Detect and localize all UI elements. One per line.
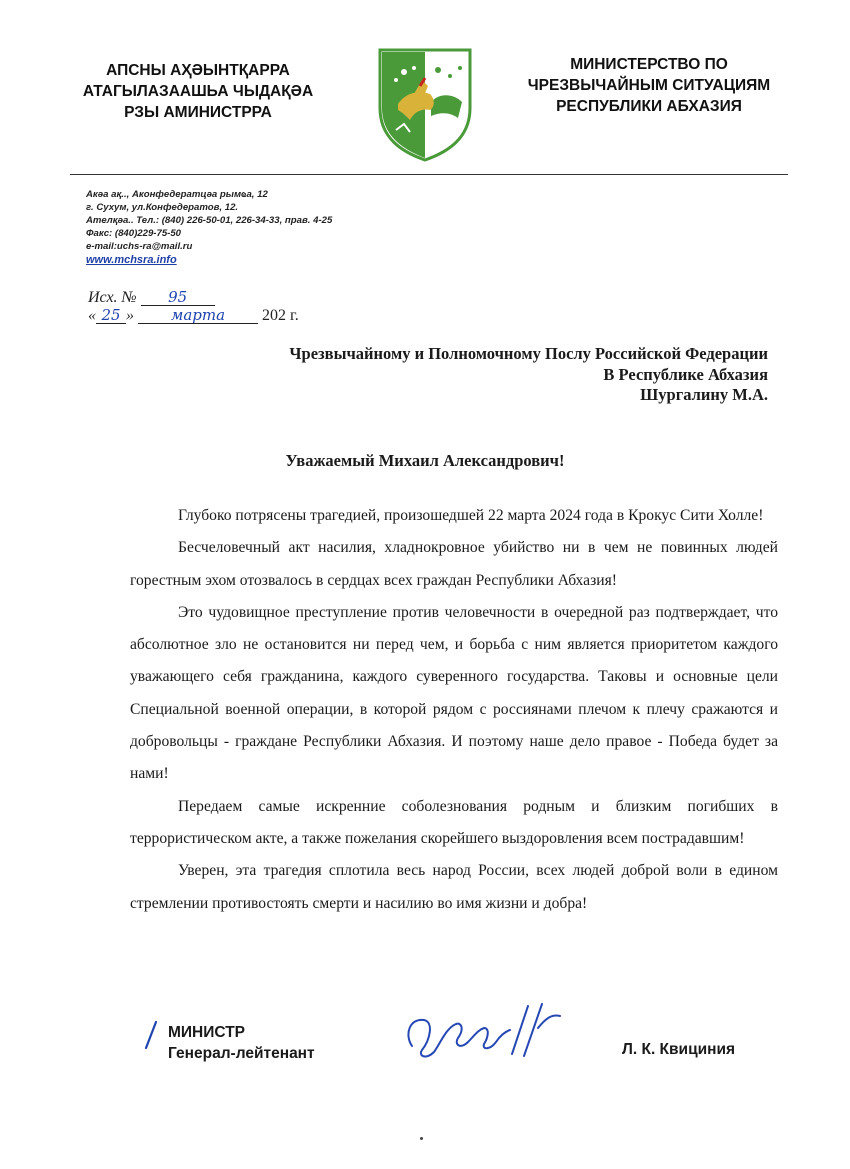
recipient-line: Чрезвычайному и Полномочному Послу Российской Федерации [289, 344, 768, 363]
recipient-line: Шургалину М.А. [640, 385, 768, 404]
header-right-line: ЧРЕЗВЫЧАЙНЫМ СИТУАЦИЯМ [527, 77, 771, 94]
salutation: Уважаемый Михаил Александрович! [285, 451, 565, 470]
contact-line: e-mail:uchs-ra@mail.ru [86, 241, 193, 252]
header-left-line: АТАГЫЛАЗААШЬА ЧЫДАҚӘА [82, 83, 314, 100]
outgoing-date [88, 307, 299, 325]
signatory-name: Л. К. Квициния [622, 1041, 736, 1058]
signatory-title: МИНИСТР [168, 1024, 246, 1041]
signatory-rank: Генерал-лейтенант [168, 1045, 315, 1062]
header-left-line: АПСНЫ АҲӘЫНТҚАРРА [106, 62, 290, 79]
header-left [62, 60, 334, 123]
contact-block [86, 188, 332, 267]
date-quote-close: » [126, 307, 134, 324]
signature-mark [400, 994, 570, 1079]
contact-line: Акəа ақ.., Аконфедератцәа рымҩа, 12 [86, 189, 268, 200]
date-month: марта [138, 307, 258, 324]
signature-tick [140, 1020, 162, 1055]
recipient-line: В Республике Абхазия [603, 364, 768, 384]
contact-line: г. Сухум, ул.Конфедератов, 12. [86, 202, 239, 213]
date-year: 202 г. [262, 307, 299, 324]
body-paragraph: Это чудовищное преступление против человечности в очередной раз подтверждает, что абсолютное зло не остановится ни перед чем, и борьба с ним является приоритетом каждого уважающего себя гражданина, каждого суверенного государства. Таковы и основные цели Специальной военной операции, в которой рядом с россиянами плечом к плечу сражаются и добровольцы - граждане Республики Абхазия. И поэтому наше дело правое - Победа будет за нами! [130, 603, 778, 783]
page-dot [420, 1137, 423, 1140]
header-left-line: РЗЫ АМИНИСТРРА [124, 104, 272, 121]
outgoing-number [88, 289, 215, 307]
website-link[interactable]: www.mchsra.info [86, 254, 177, 266]
coat-of-arms-icon [376, 46, 474, 162]
body-paragraph: Уверен, эта трагедия сплотила весь народ России, всех людей доброй воли в едином стремлении противостоять смерти и насилию во имя жизни и добра! [130, 862, 778, 912]
body-paragraph: Глубоко потрясены трагедией, произошедшей 22 марта 2024 года в Крокус Сити Холле! [178, 507, 764, 524]
header-divider [70, 174, 788, 175]
letter-body [130, 500, 778, 920]
header-right [508, 54, 790, 117]
body-paragraph: Бесчеловечный акт насилия, хладнокровное убийство ни в чем не повинных людей горестным эхом отозвалось в сердцах всех граждан Республики Абхазия! [130, 539, 778, 589]
contact-line: Факс: (840)229-75-50 [86, 228, 182, 239]
date-quote-open: « [88, 307, 96, 324]
recipient-block [289, 344, 768, 406]
outgoing-number-label: Исх. № [88, 289, 137, 306]
header-right-line: РЕСПУБЛИКИ АБХАЗИЯ [556, 98, 742, 115]
body-paragraph: Передаем самые искренние соболезнования родным и близким погибших в террористическом акте, а также пожелания скорейшего выздоровления всем пострадавшим! [130, 797, 778, 847]
contact-line: Ателқәа.. Тел.: (840) 226-50-01, 226-34-33, прав. 4-25 [86, 215, 333, 226]
outgoing-number-value: 95 [141, 289, 215, 306]
header-right-line: МИНИСТЕРСТВО ПО [570, 56, 728, 73]
date-day: 25 [96, 307, 126, 324]
signatory-position [168, 1022, 315, 1064]
